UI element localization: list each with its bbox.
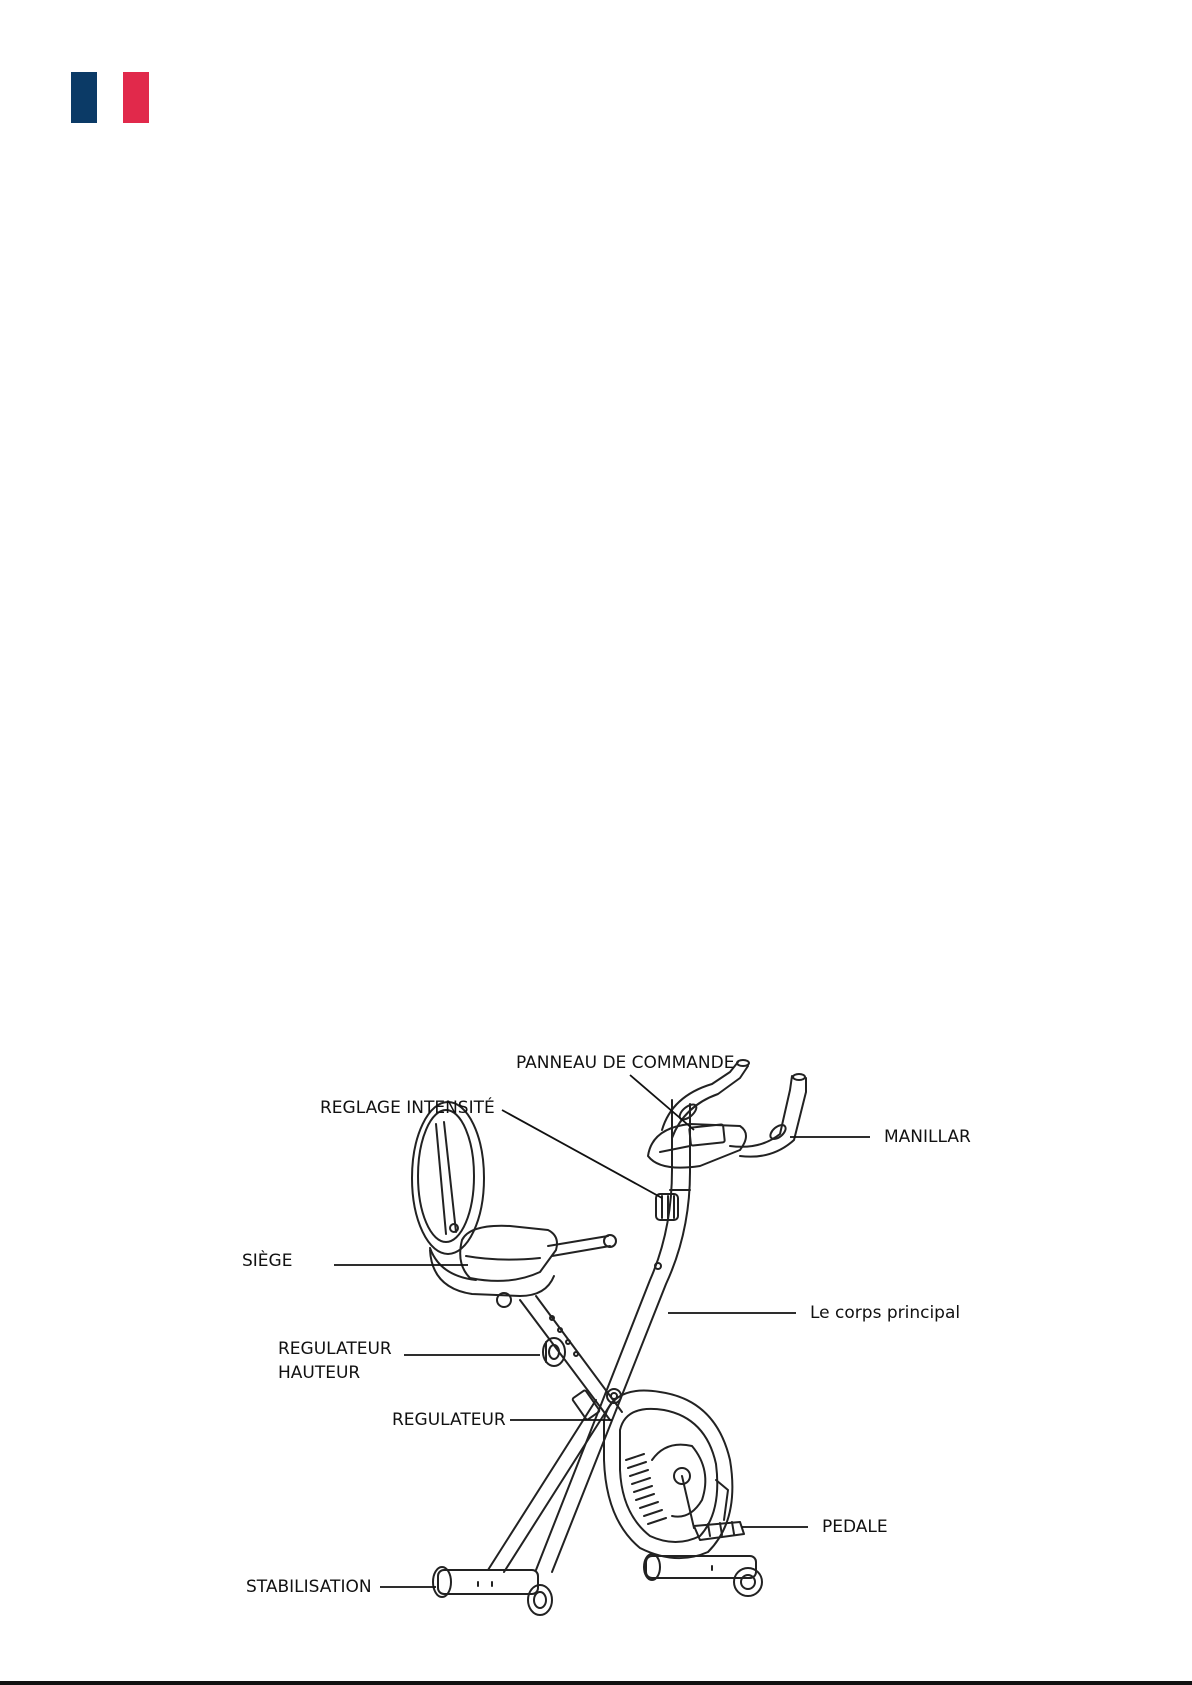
label-regulateur-hauteur-line2: HAUTEUR bbox=[278, 1363, 361, 1383]
seat bbox=[412, 1102, 616, 1307]
flywheel-housing bbox=[604, 1391, 732, 1559]
rear-stabilizer bbox=[433, 1567, 552, 1615]
label-regulateur-hauteur-line1: REGULATEUR bbox=[278, 1339, 392, 1359]
exercise-bike-diagram bbox=[0, 1000, 1192, 1640]
front-stabilizer bbox=[644, 1554, 762, 1596]
label-regulateur: REGULATEUR bbox=[392, 1410, 506, 1430]
height-regulator-knob bbox=[543, 1338, 565, 1366]
france-flag-icon bbox=[71, 72, 149, 123]
label-corps-principal: Le corps principal bbox=[810, 1303, 961, 1323]
leader-panneau bbox=[630, 1075, 694, 1130]
intensity-knob bbox=[656, 1194, 678, 1220]
flag-band-white bbox=[97, 72, 123, 123]
label-reglage-intensite: REGLAGE INTENSITÉ bbox=[320, 1098, 495, 1118]
label-pedale: PEDALE bbox=[822, 1517, 888, 1537]
seat-post bbox=[520, 1296, 622, 1420]
label-manillar: MANILLAR bbox=[884, 1127, 971, 1147]
flag-band-blue bbox=[71, 72, 97, 123]
page-bottom-rule bbox=[0, 1681, 1192, 1685]
label-panneau-de-commande: PANNEAU DE COMMANDE bbox=[516, 1053, 735, 1073]
label-stabilisation: STABILISATION bbox=[246, 1577, 372, 1597]
flag-band-red bbox=[123, 72, 149, 123]
pedal bbox=[694, 1480, 744, 1540]
leader-reglage bbox=[502, 1110, 662, 1198]
label-siege: SIÈGE bbox=[242, 1251, 293, 1271]
